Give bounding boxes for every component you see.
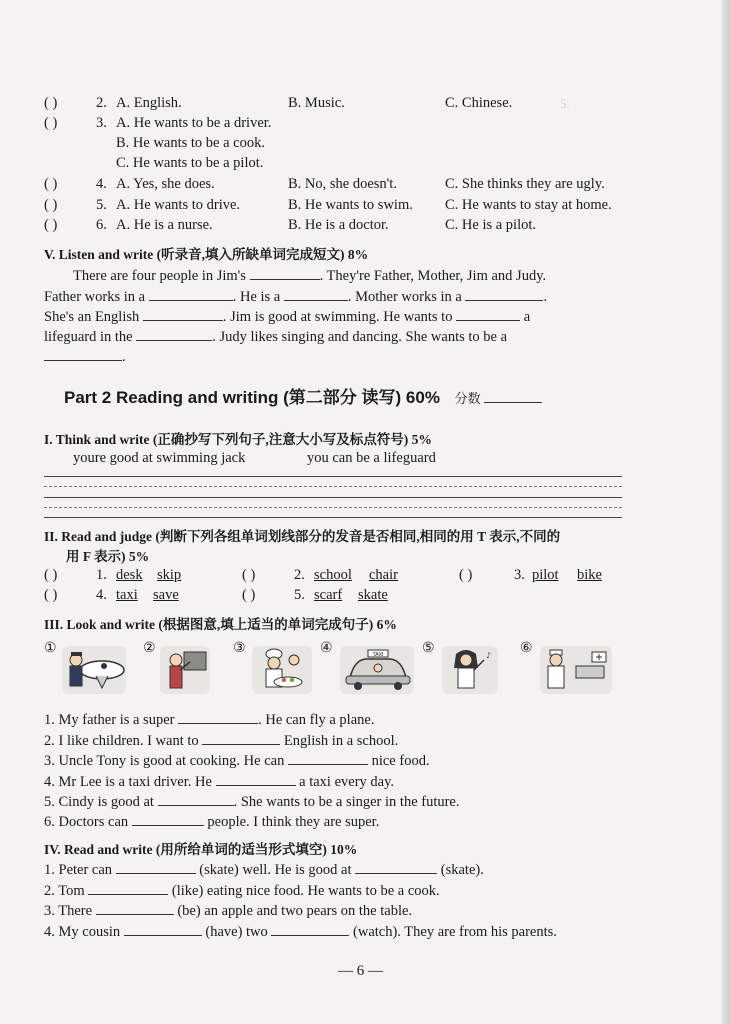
picture-number: ⑤ (422, 641, 435, 656)
item-bracket[interactable]: ( ) (44, 217, 58, 233)
option-c: C. He wants to stay at home. (445, 197, 612, 213)
text: Peter can (58, 862, 113, 878)
item-bracket[interactable]: ( ) (44, 587, 58, 603)
word-2: skip (157, 567, 182, 583)
item-bracket[interactable]: ( ) (44, 115, 58, 131)
word-1: taxi (116, 587, 138, 603)
sentence-number: 3. (44, 753, 55, 769)
option-a: A. Yes, she does. (116, 176, 215, 192)
picture-number: ③ (233, 641, 246, 656)
item-bracket[interactable]: ( ) (44, 197, 58, 213)
item-number: 6. (96, 217, 107, 233)
option-a: A. He wants to be a driver. (116, 115, 272, 131)
writing-guide (44, 507, 622, 508)
writing-line[interactable] (44, 476, 622, 477)
item-bracket[interactable]: ( ) (242, 567, 256, 583)
text: Uncle Tony is good at cooking. He can (58, 753, 285, 769)
answer-blank[interactable] (88, 880, 168, 895)
score-label: 分数 (454, 391, 481, 406)
passage-line-4 (44, 326, 507, 346)
passage-line-3 (44, 306, 530, 326)
answer-blank[interactable] (96, 900, 174, 915)
word-1: school (314, 567, 352, 583)
cook-icon (252, 646, 312, 694)
text: . Jim is good at swimming. He wants to (222, 309, 453, 325)
sentence-row (44, 750, 430, 770)
sentence-number: 4. (44, 774, 55, 790)
page-number: — 6 — (338, 963, 383, 979)
score-field[interactable] (484, 390, 542, 403)
text: There are four people in Jim's (73, 268, 246, 284)
text: I like children. I want to (58, 733, 199, 749)
text: My father is a super (58, 712, 175, 728)
item-number: 4. (96, 176, 107, 192)
option-c: C. He is a pilot. (445, 217, 537, 233)
text: (skate). (440, 862, 484, 878)
item-bracket[interactable]: ( ) (44, 176, 58, 192)
answer-blank[interactable] (149, 286, 233, 301)
answer-blank[interactable] (202, 730, 280, 745)
option-a: A. He is a nurse. (116, 217, 213, 233)
text: (be) an apple and two pears on the table. (177, 903, 413, 919)
sentence-number: 5. (44, 794, 55, 810)
text: Doctors can (58, 814, 129, 830)
answer-blank[interactable] (178, 709, 258, 724)
item-bracket[interactable]: ( ) (44, 95, 58, 111)
sentence-number: 2. (44, 733, 55, 749)
passage-line-2: Father works in a . He is a . Mother works in a . (44, 286, 547, 306)
text: . Mother works in a (347, 289, 462, 305)
option-a: A. He wants to drive. (116, 197, 241, 213)
sentence-row (44, 811, 379, 831)
picture-number: ④ (320, 641, 333, 656)
section-i-title: I. Think and write (正确抄写下列句子,注意大小写及标点符号) 5% (44, 432, 432, 447)
sentence-number: 6. (44, 814, 55, 830)
text: . (122, 349, 126, 365)
bleed-through: 5. (560, 96, 570, 111)
text: Cindy is good at (58, 794, 154, 810)
item-number: 4. (96, 587, 107, 603)
option-b: B. Music. (288, 95, 345, 111)
option-c: C. She thinks they are ugly. (445, 176, 605, 192)
picture-number: ① (44, 641, 57, 656)
picture-number: ② (143, 641, 156, 656)
text: (watch). They are from his parents. (353, 924, 557, 940)
text: (have) two (205, 924, 268, 940)
sentence-1: youre good at swimming jack (73, 450, 246, 466)
section-v-title: V. Listen and write (听录音,填入所缺单词完成短文) 8% (44, 247, 369, 262)
text: . Judy likes singing and dancing. She wants to be a (212, 329, 508, 345)
item-number: 3. (96, 115, 107, 131)
item-bracket[interactable]: ( ) (44, 567, 58, 583)
fill-row (44, 921, 557, 941)
row-number: 4. (44, 924, 55, 940)
sentence-number: 1. (44, 712, 55, 728)
answer-blank[interactable] (136, 326, 212, 341)
text: My cousin (58, 924, 121, 940)
text: . He can fly a plane. (258, 712, 375, 728)
option-c: C. He wants to be a pilot. (116, 155, 264, 171)
part2-title: Part 2 Reading and writing (第二部分 读写) 60% (64, 388, 440, 407)
answer-blank[interactable] (288, 750, 368, 765)
option-b: B. He is a doctor. (288, 217, 389, 233)
text: There (58, 903, 93, 919)
text: She's an English (44, 309, 140, 325)
option-a: A. English. (116, 95, 182, 111)
answer-blank[interactable] (132, 811, 204, 826)
passage-line-1 (73, 265, 546, 285)
word-1: scarf (314, 587, 343, 603)
picture-number: ⑥ (520, 641, 533, 656)
sentence-row (44, 771, 394, 791)
writing-guide (44, 486, 622, 487)
section-iii-title: III. Look and write (根据图意,填上适当的单词完成句子) 6% (44, 617, 397, 632)
answer-blank[interactable] (143, 306, 223, 321)
item-bracket[interactable]: ( ) (242, 587, 256, 603)
section-ii-title: II. Read and judge (判断下列各组单词划线部分的发音是否相同,相同的用 T 表示,不同的 (44, 529, 561, 544)
taxi-sign: TAXI (372, 652, 384, 658)
part2-header (64, 383, 542, 408)
item-bracket[interactable]: ( ) (459, 567, 473, 583)
option-b: B. He wants to be a cook. (116, 135, 265, 151)
text: Mr Lee is a taxi driver. He (58, 774, 212, 790)
sentence-row (44, 791, 460, 811)
answer-blank[interactable] (271, 921, 349, 936)
section-iv-title: IV. Read and write (用所给单词的适当形式填空) 10% (44, 842, 358, 857)
word-2: bike (577, 567, 602, 583)
answer-blank[interactable] (44, 346, 122, 361)
fill-row (44, 880, 440, 900)
answer-blank[interactable] (124, 921, 202, 936)
word-2: chair (369, 567, 398, 583)
row-number: 1. (44, 862, 55, 878)
text: . He is a (232, 289, 281, 305)
answer-blank[interactable] (216, 771, 296, 786)
item-number: 5. (294, 587, 305, 603)
item-number: 1. (96, 567, 107, 583)
item-number: 2. (96, 95, 107, 111)
fill-row (44, 900, 412, 920)
word-2: skate (358, 587, 388, 603)
sentence-row (44, 730, 398, 750)
svg-text:♪: ♪ (486, 651, 492, 660)
pilot-plane-icon (62, 646, 126, 694)
text: (skate) well. He is good at (199, 862, 352, 878)
text: Father works in a (44, 289, 146, 305)
text: lifeguard in the (44, 329, 133, 345)
sentence-row (44, 709, 374, 729)
answer-blank[interactable] (355, 859, 437, 874)
answer-blank[interactable] (456, 306, 520, 321)
item-number: 5. (96, 197, 107, 213)
row-number: 2. (44, 883, 55, 899)
option-b: B. No, she doesn't. (288, 176, 397, 192)
text: a taxi every day. (299, 774, 395, 790)
answer-blank[interactable] (465, 286, 543, 301)
teacher-icon (160, 646, 210, 694)
item-number: 2. (294, 567, 305, 583)
fill-row (44, 859, 484, 879)
passage-line-5 (44, 346, 126, 366)
answer-blank[interactable] (158, 791, 234, 806)
text: (like) eating nice food. He wants to be a cook. (171, 883, 440, 899)
text: . She wants to be a singer in the future. (233, 794, 460, 810)
word-1: pilot (532, 567, 559, 583)
text: people. I think they are super. (207, 814, 380, 830)
word-1: desk (116, 567, 143, 583)
option-c: C. Chinese. (445, 95, 513, 111)
singer-icon (442, 646, 498, 694)
text: . They're Father, Mother, Jim and Judy. (319, 268, 547, 284)
writing-line[interactable] (44, 517, 622, 518)
page-edge (722, 0, 730, 1024)
answer-blank[interactable] (250, 265, 320, 280)
taxi-icon (340, 646, 414, 694)
option-b: B. He wants to swim. (288, 197, 413, 213)
row-number: 3. (44, 903, 55, 919)
text: nice food. (371, 753, 430, 769)
item-number: 3. (514, 567, 525, 583)
text: Tom (58, 883, 85, 899)
text: English in a school. (283, 733, 399, 749)
writing-line[interactable] (44, 497, 622, 498)
word-2: save (153, 587, 179, 603)
text: a (523, 309, 531, 325)
doctor-icon (540, 646, 612, 694)
section-ii-title-cont: 用 F 表示) 5% (66, 549, 150, 564)
answer-blank[interactable] (116, 859, 196, 874)
sentence-2: you can be a lifeguard (307, 450, 436, 466)
answer-blank[interactable] (284, 286, 348, 301)
